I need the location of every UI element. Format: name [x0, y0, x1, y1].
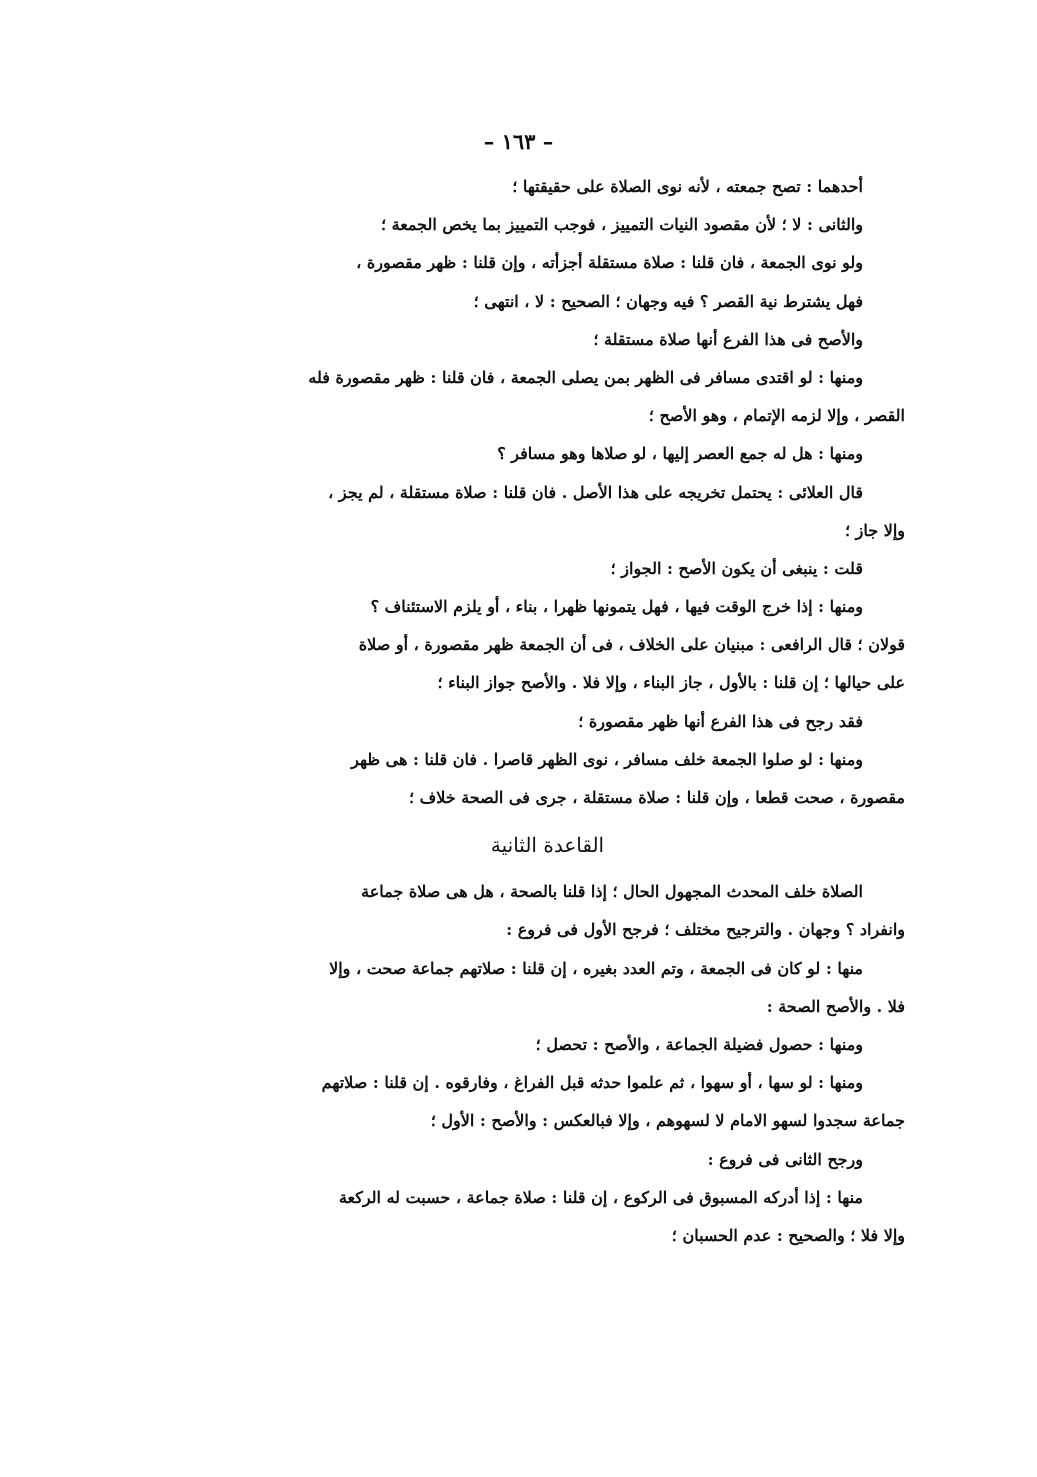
text-line: القصر ، وإلا لزمه الإتمام ، وهو الأصح ؛	[648, 406, 905, 426]
text-line: وانفراد ؟ وجهان . والترجيح مختلف ؛ فرجح الأول فى فروع :	[506, 920, 905, 940]
text-line: ومنها : لو اقتدى مسافر فى الظهر بمن يصلى الجمعة ، فان قلنا : ظهر مقصورة فله	[308, 367, 863, 387]
text-line: وإلا جاز ؛	[844, 520, 905, 540]
text-line: جماعة سجدوا لسهو الامام لا لسهوهم ، وإلا فبالعكس : والأصح : الأول ؛	[430, 1111, 905, 1131]
text-line: والثانى : لا ؛ لأن مقصود النيات التمييز ، فوجب التمييز بما يخص الجمعة ؛	[380, 215, 863, 235]
text-line: منها : لو كان فى الجمعة ، وتم العدد بغيره ، إن قلنا : صلاتهم جماعة صحت ، وإلا	[329, 958, 863, 978]
text-line: فلا . والأصح الصحة :	[766, 996, 905, 1016]
text-line: ومنها : هل له جمع العصر إليها ، لو صلاها وهو مسافر ؟	[497, 444, 863, 464]
text-line: وإلا فلا ؛ والصحيح : عدم الحسبان ؛	[671, 1225, 905, 1245]
text-line: قال العلائى : يحتمل تخريجه على هذا الأصل . فان قلنا : صلاة مستقلة ، لم يجز ،	[328, 482, 863, 502]
text-line: على حيالها ؛ إن قلنا : بالأول ، جاز البناء ، وإلا فلا . والأصح جواز البناء ؛	[437, 673, 905, 693]
text-line: ومنها : حصول فضيلة الجماعة ، والأصح : تحصل ؛	[535, 1034, 863, 1054]
text-line: ومنها : إذا خرج الوقت فيها ، فهل يتمونها ظهرا ، بناء ، أو يلزم الاستئناف ؟	[370, 597, 863, 617]
section-first-rule-continued	[190, 168, 905, 817]
text-line: ورجح الثانى فى فروع :	[707, 1149, 863, 1169]
text-line: ومنها : لو سها ، أو سهوا ، ثم علموا حدثه قبل الفراغ ، وفارقوه . إن قلنا : صلاتهم	[321, 1073, 863, 1093]
text-line: منها : إذا أدركه المسبوق فى الركوع ، إن قلنا : صلاة جماعة ، حسبت له الركعة	[338, 1187, 863, 1207]
text-line: قلت : ينبغى أن يكون الأصح : الجواز ؛	[610, 558, 863, 578]
text-line: قولان ؛ قال الرافعى : مبنيان على الخلاف ، فى أن الجمعة ظهر مقصورة ، أو صلاة	[358, 635, 905, 655]
text-line: الصلاة خلف المحدث المجهول الحال ؛ إذا قلنا بالصحة ، هل هى صلاة جماعة	[361, 882, 863, 902]
text-line: والأصح فى هذا الفرع أنها صلاة مستقلة ؛	[593, 329, 863, 349]
text-line: فقد رجح فى هذا الفرع أنها ظهر مقصورة ؛	[578, 711, 863, 731]
text-line: مقصورة ، صحت قطعا ، وإن قلنا : صلاة مستقلة ، جرى فى الصحة خلاف ؛	[408, 788, 905, 807]
text-line: ومنها : لو صلوا الجمعة خلف مسافر ، نوى الظهر قاصرا . فان قلنا : هى ظهر	[351, 749, 863, 769]
text-line: ولو نوى الجمعة ، فان قلنا : صلاة مستقلة أجزأته ، وإن قلنا : ظهر مقصورة ،	[356, 253, 863, 273]
page-number: – ١٦٣ –	[483, 129, 554, 154]
body-text	[190, 168, 905, 1255]
text-line: أحدهما : تصح جمعته ، لأنه نوى الصلاة على حقيقتها ؛	[512, 177, 863, 196]
text-line: فهل يشترط نية القصر ؟ فيه وجهان ؛ الصحيح : لا ، انتهى ؛	[473, 291, 863, 311]
section-second-rule	[190, 873, 905, 1255]
section-heading: القاعدة الثانية	[490, 833, 605, 858]
